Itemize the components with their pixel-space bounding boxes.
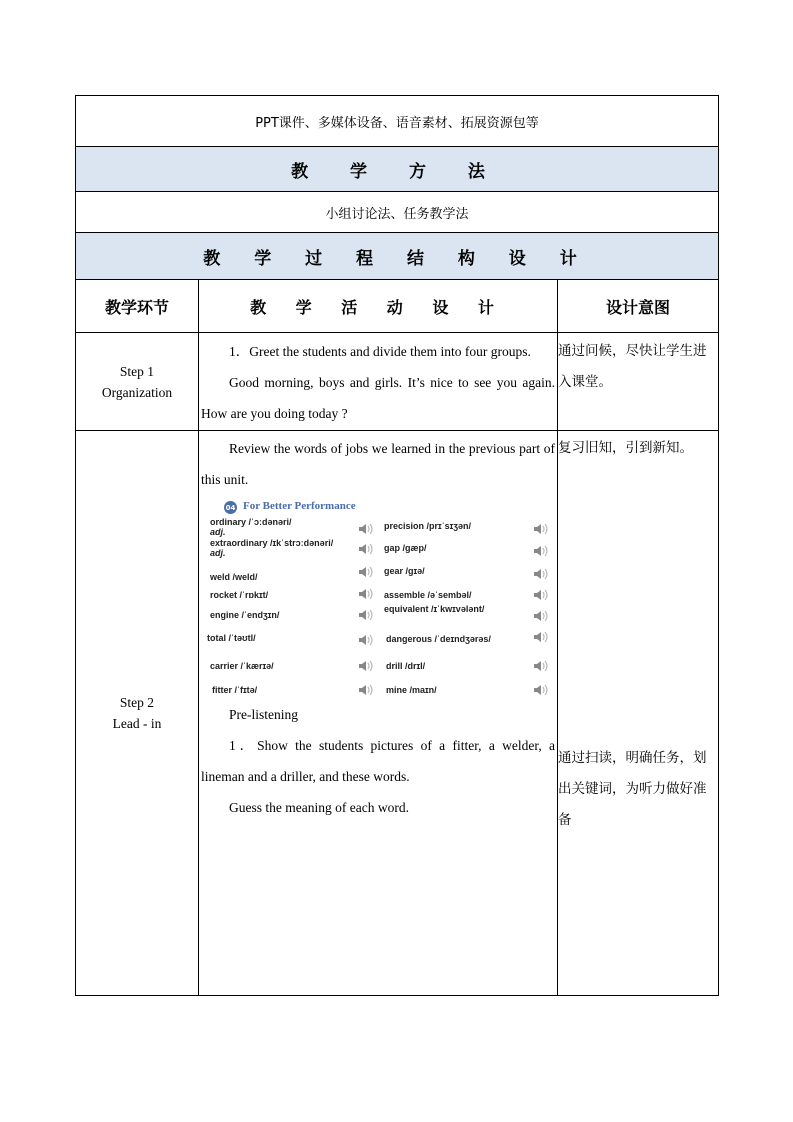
step1-intent-cell	[557, 333, 718, 430]
speaker-icon[interactable]	[358, 587, 374, 601]
step1-paragraph-1: 1．Greet the students and divide them into four groups.	[229, 344, 531, 359]
step1-sublabel: Organization	[101, 384, 173, 400]
step2-paragraph-4: Guess the meaning of each word.	[229, 800, 409, 815]
step1-row	[76, 333, 718, 431]
vocab-word: fitter /ˈfɪtə/	[212, 685, 258, 695]
step2-paragraph-2: Pre-listening	[229, 707, 298, 722]
step2-intent-cell	[557, 431, 718, 995]
speaker-icon[interactable]	[533, 522, 549, 536]
resources-row	[76, 96, 718, 147]
speaker-icon[interactable]	[358, 522, 374, 536]
speaker-icon[interactable]	[358, 683, 374, 697]
vocab-title: For Better Performance	[243, 500, 356, 512]
vocab-word: gear /ɡɪə/	[384, 566, 425, 576]
vocab-word: gap /ɡæp/	[384, 543, 427, 553]
step1-activity-cell	[198, 333, 557, 430]
vocab-word: drill /drɪl/	[386, 661, 426, 671]
step2-row	[76, 431, 718, 995]
methods-heading-row	[76, 147, 718, 192]
step2-intent-1: 复习旧知，引到新知。	[558, 440, 693, 456]
step1-paragraph-2: Good morning, boys and girls. It’s nice to see you again. How are you doing today ?	[201, 375, 555, 421]
stage-column-header	[76, 280, 198, 332]
speaker-icon[interactable]	[533, 567, 549, 581]
speaker-icon[interactable]	[358, 565, 374, 579]
vocab-word: carrier /ˈkærɪə/	[210, 661, 274, 671]
vocab-word: precision /prɪˈsɪʒən/	[384, 521, 472, 531]
process-heading-row	[76, 233, 718, 280]
column-header-row	[76, 280, 718, 333]
step1-label: Step 1	[119, 363, 155, 379]
section-badge: 04	[224, 501, 237, 514]
process-heading: 教 学 过 程 结 构 设 计	[203, 248, 591, 269]
intent-header-label: 设计意图	[605, 297, 670, 317]
step1-intent: 通过问候，尽快让学生进入课堂。	[558, 343, 707, 390]
vocab-word: rocket /ˈrɒkɪt/	[210, 590, 269, 600]
speaker-icon[interactable]	[358, 608, 374, 622]
intent-column-header	[557, 280, 718, 332]
speaker-icon[interactable]	[533, 630, 549, 644]
speaker-icon[interactable]	[533, 588, 549, 602]
vocab-word: weld /weld/	[210, 572, 258, 582]
step2-intent-2: 通过扫读，明确任务，划出关键词，为听力做好准备	[558, 750, 707, 828]
speaker-icon[interactable]	[533, 659, 549, 673]
vocab-word: equivalent /ɪˈkwɪvələnt/	[384, 604, 485, 614]
vocabulary-image	[203, 497, 555, 703]
vocab-word: assemble /əˈsembəl/	[384, 590, 472, 600]
stage-header-label: 教学环节	[104, 297, 169, 317]
resources-text: PPT课件、多媒体设备、语音素材、拓展资源包等	[255, 115, 539, 131]
step2-activity-cell	[198, 431, 557, 995]
activity-column-header	[198, 280, 557, 332]
speaker-icon[interactable]	[533, 544, 549, 558]
step1-stage-cell	[76, 333, 198, 430]
speaker-icon[interactable]	[533, 609, 549, 623]
speaker-icon[interactable]	[358, 659, 374, 673]
vocab-word: extraordinary /ɪkˈstrɔːdənəri/ adj.	[210, 538, 334, 558]
activity-header-label: 教 学 活 动 设 计	[250, 297, 506, 317]
step2-paragraph-1: Review the words of jobs we learned in the previous part of this unit.	[201, 441, 555, 487]
speaker-icon[interactable]	[358, 542, 374, 556]
methods-heading: 教 学 方 法	[291, 161, 503, 182]
step2-paragraph-3: 1．Show the students pictures of a fitter, a welder, a lineman and a driller, and these words.	[201, 738, 555, 784]
vocab-word: total /ˈtəʊtl/	[207, 633, 256, 643]
speaker-icon[interactable]	[358, 633, 374, 647]
vocab-word: mine /maɪn/	[386, 685, 437, 695]
lesson-plan-table	[75, 95, 719, 996]
speaker-icon[interactable]	[533, 683, 549, 697]
vocab-word: ordinary /ˈɔːdənəri/ adj.	[210, 517, 292, 537]
step2-sublabel: Lead - in	[112, 716, 162, 731]
methods-row	[76, 192, 718, 233]
step2-stage-cell	[76, 431, 198, 995]
methods-text: 小组讨论法、任务教学法	[325, 206, 469, 222]
step2-label: Step 2	[119, 695, 155, 710]
vocab-word: engine /ˈendʒɪn/	[210, 610, 280, 620]
vocab-word: dangerous /ˈdeɪndʒərəs/	[386, 634, 491, 644]
